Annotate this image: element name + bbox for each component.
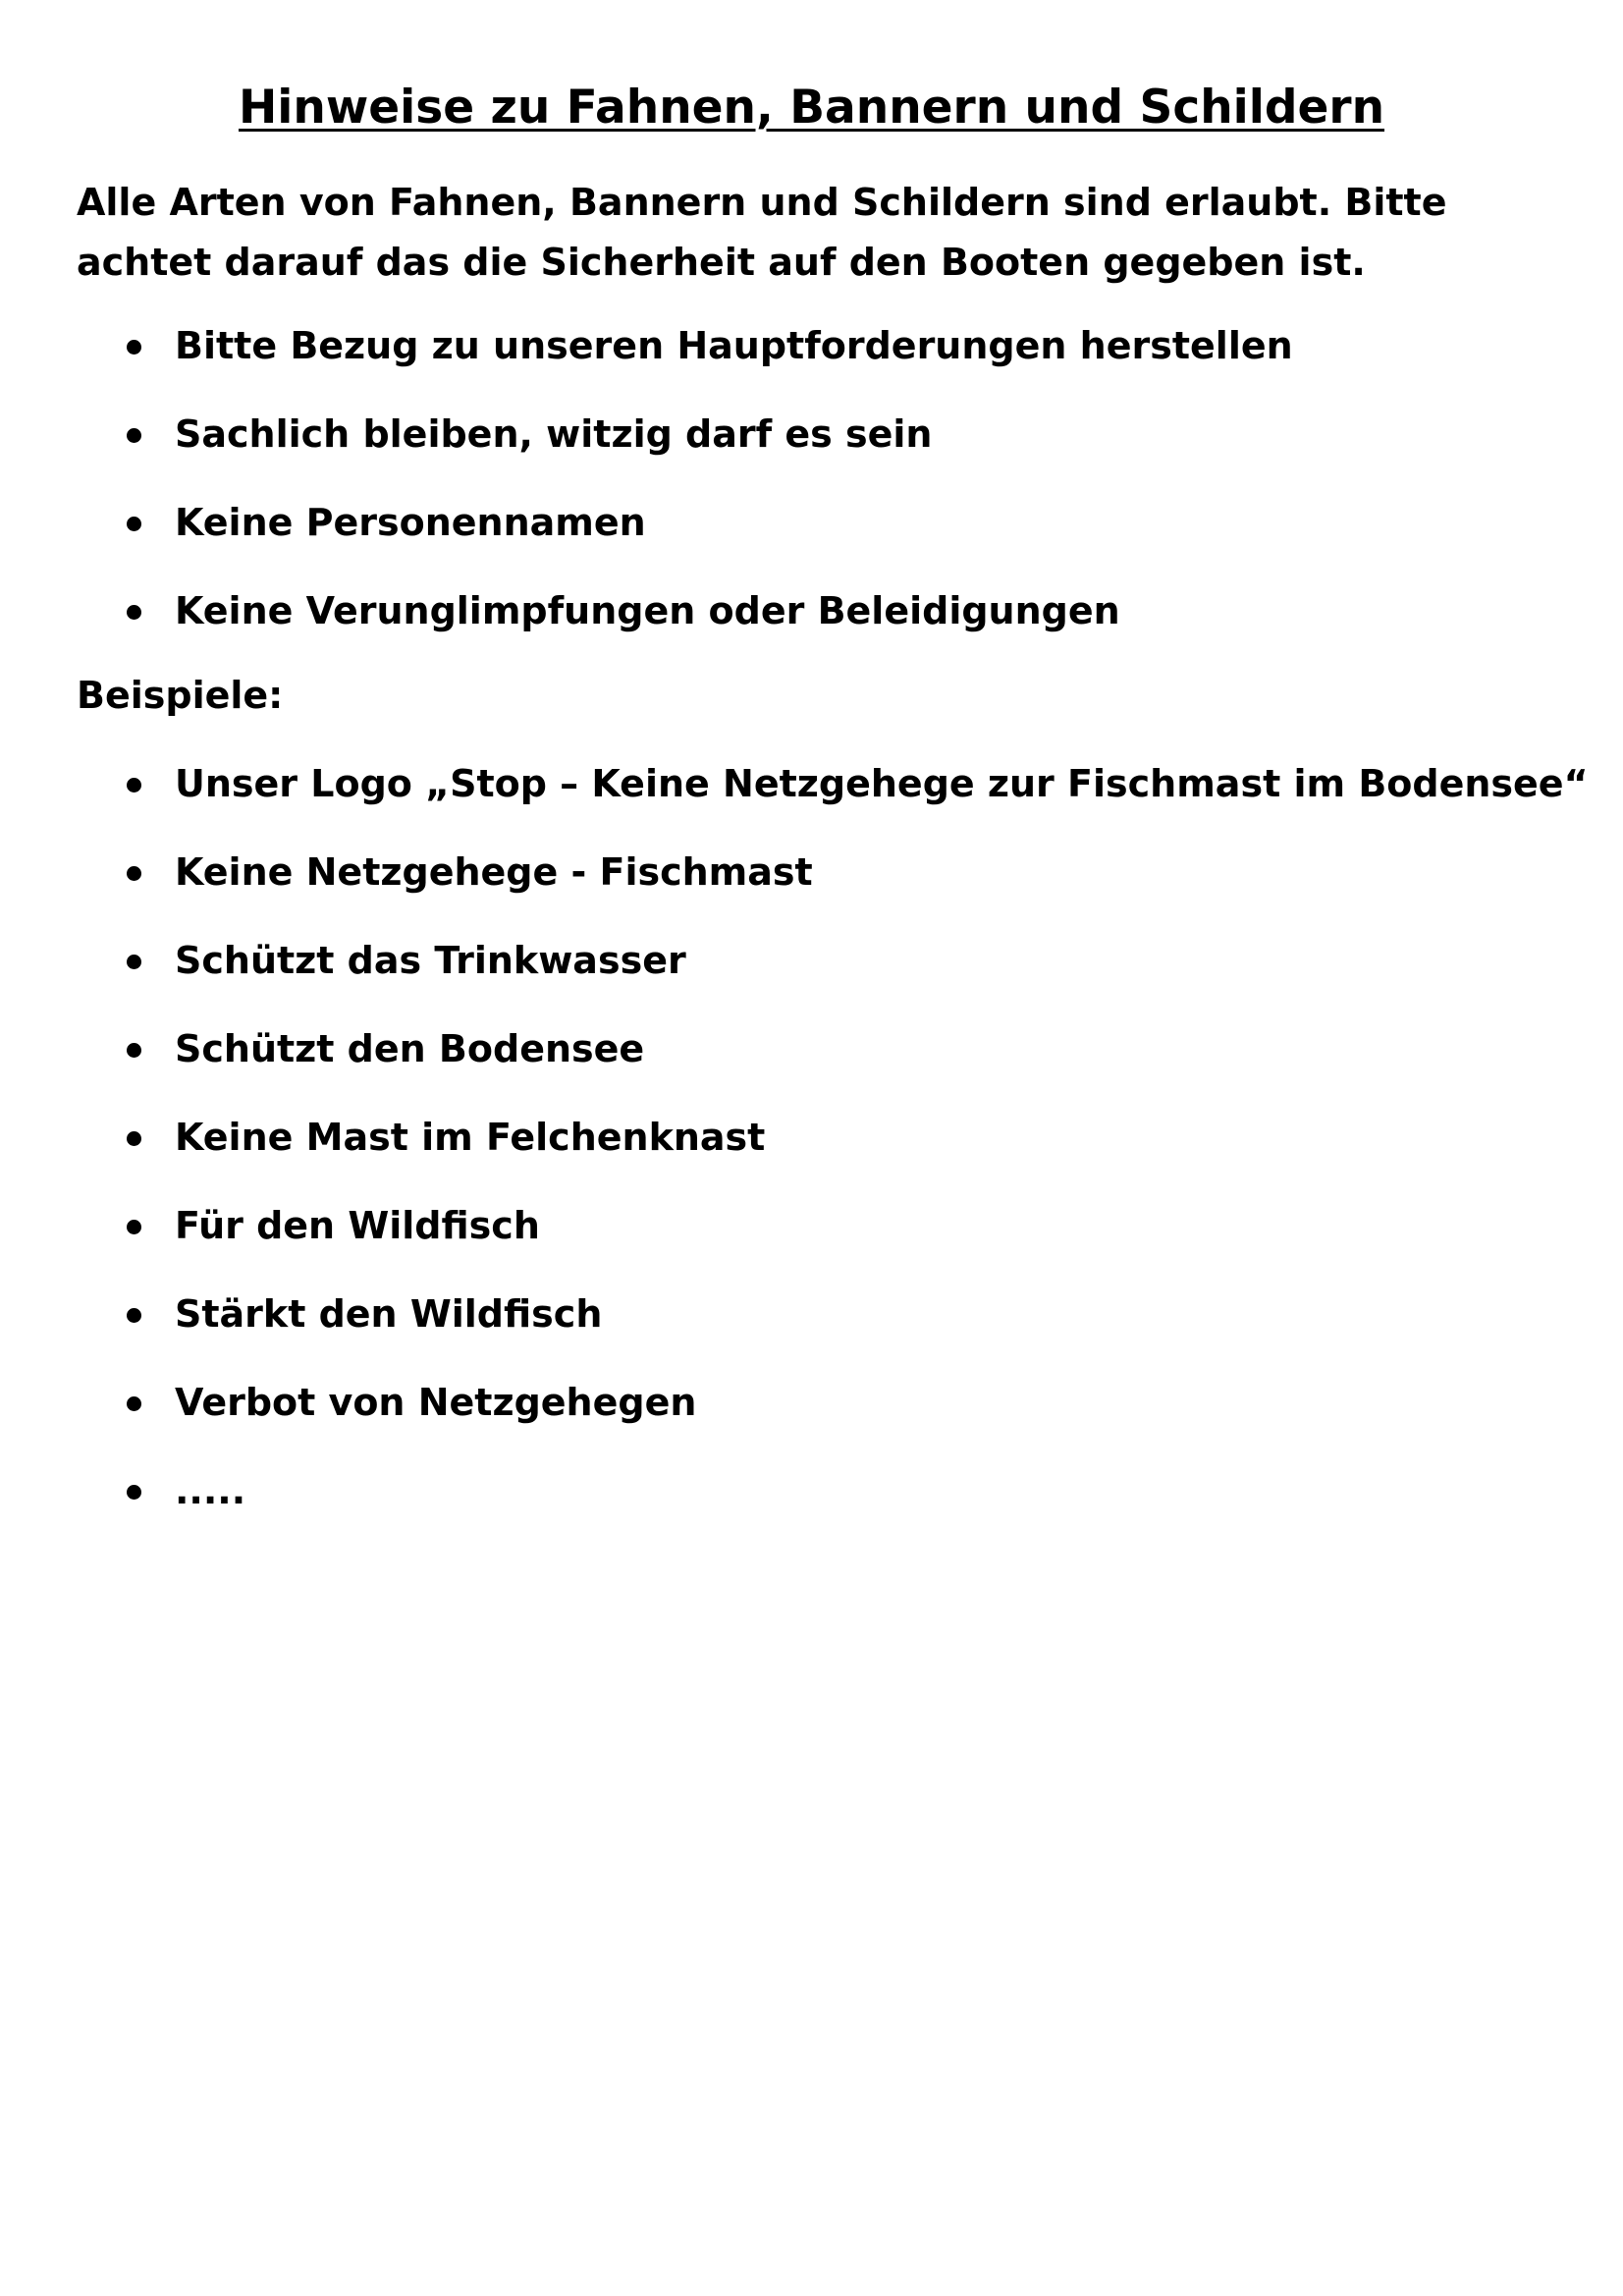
list-item bbox=[0, 316, 1571, 405]
list-item bbox=[0, 493, 1571, 581]
bullet-icon bbox=[127, 866, 141, 881]
rule-text: Bitte Bezug zu unseren Hauptforderungen herstellen bbox=[175, 324, 1293, 367]
bullet-icon bbox=[127, 778, 141, 793]
bullet-icon bbox=[127, 605, 141, 620]
bullet-icon bbox=[127, 955, 141, 969]
document-title: Hinweise zu Fahnen, Bannern und Schildern bbox=[238, 81, 1385, 135]
bullet-icon bbox=[127, 428, 141, 443]
examples-list bbox=[0, 754, 1589, 1550]
example-text: Stärkt den Wildfisch bbox=[175, 1292, 603, 1336]
list-item bbox=[0, 1285, 1571, 1373]
example-text: Unser Logo „Stop – Keine Netzgehege zur Fischmast im Bodensee“ bbox=[175, 762, 1589, 805]
list-item bbox=[0, 405, 1571, 493]
example-text: Keine Netzgehege - Fischmast bbox=[175, 850, 813, 894]
rule-text: Sachlich bleiben, witzig darf es sein bbox=[175, 412, 933, 456]
bullet-icon bbox=[127, 1396, 141, 1411]
list-item bbox=[0, 1108, 1571, 1196]
list-item bbox=[0, 931, 1571, 1019]
list-item bbox=[0, 1019, 1571, 1108]
list-item bbox=[0, 1373, 1571, 1461]
rules-list bbox=[0, 316, 1571, 670]
example-text: Keine Mast im Felchenknast bbox=[175, 1116, 766, 1159]
bullet-icon bbox=[127, 1043, 141, 1058]
bullet-icon bbox=[127, 1131, 141, 1146]
examples-heading: Beispiele: bbox=[77, 674, 284, 717]
example-text: ..... bbox=[175, 1469, 246, 1512]
bullet-icon bbox=[127, 340, 141, 355]
list-item bbox=[0, 754, 1589, 843]
bullet-icon bbox=[127, 517, 141, 531]
intro-paragraph: Alle Arten von Fahnen, Bannern und Schildern sind erlaubt. Bitte achtet darauf das die Sicherheit auf den Booten gegeben ist. bbox=[77, 181, 1447, 284]
example-text: Verbot von Netzgehegen bbox=[175, 1381, 697, 1424]
rule-text: Keine Verunglimpfungen oder Beleidigungen bbox=[175, 589, 1120, 632]
list-item bbox=[0, 581, 1571, 670]
example-text: Für den Wildfisch bbox=[175, 1204, 540, 1247]
list-item bbox=[0, 1461, 1571, 1550]
bullet-icon bbox=[127, 1485, 141, 1500]
example-text: Schützt das Trinkwasser bbox=[175, 939, 686, 982]
bullet-icon bbox=[127, 1220, 141, 1234]
example-text: Schützt den Bodensee bbox=[175, 1027, 645, 1070]
list-item bbox=[0, 843, 1571, 931]
rule-text: Keine Personennamen bbox=[175, 501, 646, 544]
bullet-icon bbox=[127, 1308, 141, 1323]
list-item bbox=[0, 1196, 1571, 1285]
